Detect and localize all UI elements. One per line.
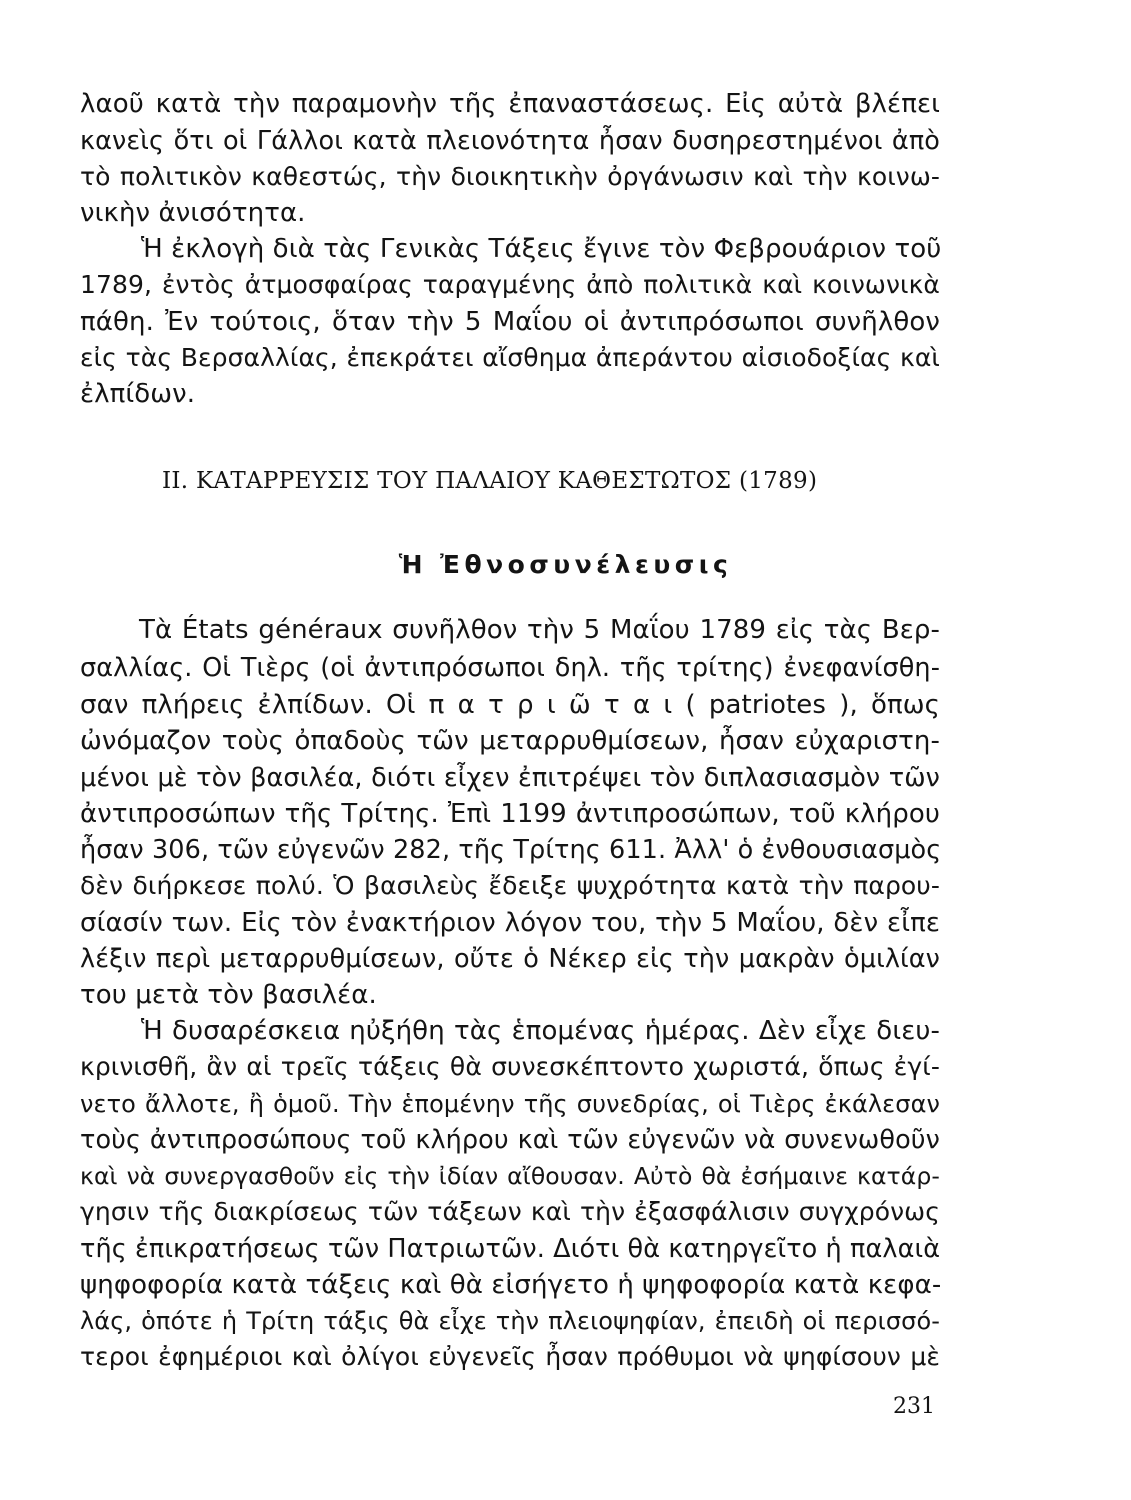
text-line: ψηφοφορία κατὰ τάξεις καὶ θὰ εἰσήγετο ἡ ψηφοφορία κατὰ κεφα- (80, 1270, 942, 1300)
text-line: μένοι μὲ τὸν βασιλέα, διότι εἶχεν ἐπιτρέψει τὸν διπλασιασμὸν τῶν (80, 763, 940, 793)
text-line: 1789, ἐντὸς ἀτμοσφαίρας ταραγμένης ἀπὸ πολιτικὰ καὶ κοινωνικὰ (80, 270, 940, 299)
text-line: τεροι ἐφημέριοι καὶ ὀλίγοι εὐγενεῖς ἦσαν πρόθυμοι νὰ ψηφίσουν μὲ (80, 1342, 940, 1371)
text-line: κρινισθῆ, ἂν αἱ τρεῖς τάξεις θὰ συνεσκέπτοντο χωριστά, ὅπως ἐγί- (80, 1052, 940, 1081)
text-line: καὶ νὰ συνεργασθοῦν εἰς τὴν ἰδίαν αἴθουσαν. Αὐτὸ θὰ ἐσήμαινε κατάρ- (80, 1162, 940, 1190)
text-line: τῆς ἐπικρατήσεως τῶν Πατριωτῶν. Διότι θὰ κατηργεῖτο ἡ παλαιὰ (80, 1234, 941, 1264)
text-line: λάς, ὁπότε ἡ Τρίτη τάξις θὰ εἶχε τὴν πλειοψηφίαν, ἐπειδὴ οἱ περισσό- (80, 1307, 940, 1335)
page-number: 231 (893, 1394, 935, 1419)
text-line: ὠνόμαζον τοὺς ὀπαδοὺς τῶν μεταρρυθμίσεων, ἦσαν εὐχαριστη- (80, 726, 940, 756)
text-line: σαλλίας. Οἱ Τιὲρς (οἱ ἀντιπρόσωποι δηλ. τῆς τρίτης) ἐνεφανίσθη- (80, 653, 940, 683)
text-line: ἀντιπροσώπων τῆς Τρίτης. Ἐπὶ 1199 ἀντιπροσώπων, τοῦ κλήρου (80, 799, 940, 829)
text-line: κανεὶς ὅτι οἱ Γάλλοι κατὰ πλειονότητα ἦσαν δυσηρεστημένοι ἀπὸ (80, 126, 940, 156)
text-line: σαν πλήρεις ἐλπίδων. Οἱ π α τ ρ ι ῶ τ α ι ( patriotes ), ὅπως (80, 690, 940, 720)
text-line: νετο ἄλλοτε, ἢ ὁμοῦ. Τὴν ἑπομένην τῆς συνεδρίας, οἱ Τιὲρς ἐκάλεσαν (80, 1090, 940, 1118)
text-line: τοὺς ἀντιπροσώπους τοῦ κλήρου καὶ τῶν εὐγενῶν νὰ συνενωθοῦν (80, 1125, 940, 1155)
text-line: δὲν διήρκεσε πολύ. Ὁ βασιλεὺς ἔδειξε ψυχρότητα κατὰ τὴν παρου- (80, 871, 940, 900)
text-line: ἐλπίδων. (80, 379, 196, 409)
text-line: λαοῦ κατὰ τὴν παραμονὴν τῆς ἐπαναστάσεως. Εἰς αὐτὰ βλέπει (80, 89, 940, 119)
section-heading: II. ΚΑΤΑΡΡΕΥΣΙΣ ΤΟΥ ΠΑΛΑΙΟΥ ΚΑΘΕΣΤΩΤΟΣ (1789) (162, 468, 818, 494)
text-line: λέξιν περὶ μεταρρυθμίσεων, οὔτε ὁ Νέκερ εἰς τὴν μακρὰν ὁμιλίαν (80, 944, 940, 974)
text-line: ἦσαν 306, τῶν εὐγενῶν 282, τῆς Τρίτης 611. Ἀλλ' ὁ ἐνθουσιασμὸς (80, 835, 942, 865)
text-line: γησιν τῆς διακρίσεως τῶν τάξεων καὶ τὴν ἐξασφάλισιν συγχρόνως (80, 1197, 940, 1226)
text-line: του μετὰ τὸν βασιλέα. (80, 980, 377, 1010)
text-line: Τὰ États généraux συνῆλθον τὴν 5 Μαΐου 1789 εἰς τὰς Βερ- (139, 615, 940, 645)
subheading: Ἡ Ἐθνοσυνέλευσις (398, 550, 733, 579)
text-line: πάθη. Ἐν τούτοις, ὅταν τὴν 5 Μαΐου οἱ ἀντιπρόσωποι συνῆλθον (80, 307, 940, 337)
text-line: νικὴν ἀνισότητα. (80, 198, 306, 228)
text-line: Ἡ δυσαρέσκεια ηὐξήθη τὰς ἑπομένας ἡμέρας. Δὲν εἶχε διευ- (141, 1016, 940, 1046)
text-line: εἰς τὰς Βερσαλλίας, ἐπεκράτει αἴσθημα ἀπεράντου αἰσιοδοξίας καὶ (80, 343, 940, 372)
text-line: τὸ πολιτικὸν καθεστώς, τὴν διοικητικὴν ὀργάνωσιν καὶ τὴν κοινω- (80, 162, 940, 191)
text-line: Ἡ ἐκλογὴ διὰ τὰς Γενικὰς Τάξεις ἔγινε τὸν Φεβρουάριον τοῦ (141, 234, 942, 264)
text-line: σίασίν των. Εἰς τὸν ἐνακτήριον λόγον του, τὴν 5 Μαΐου, δὲν εἶπε (80, 908, 940, 938)
